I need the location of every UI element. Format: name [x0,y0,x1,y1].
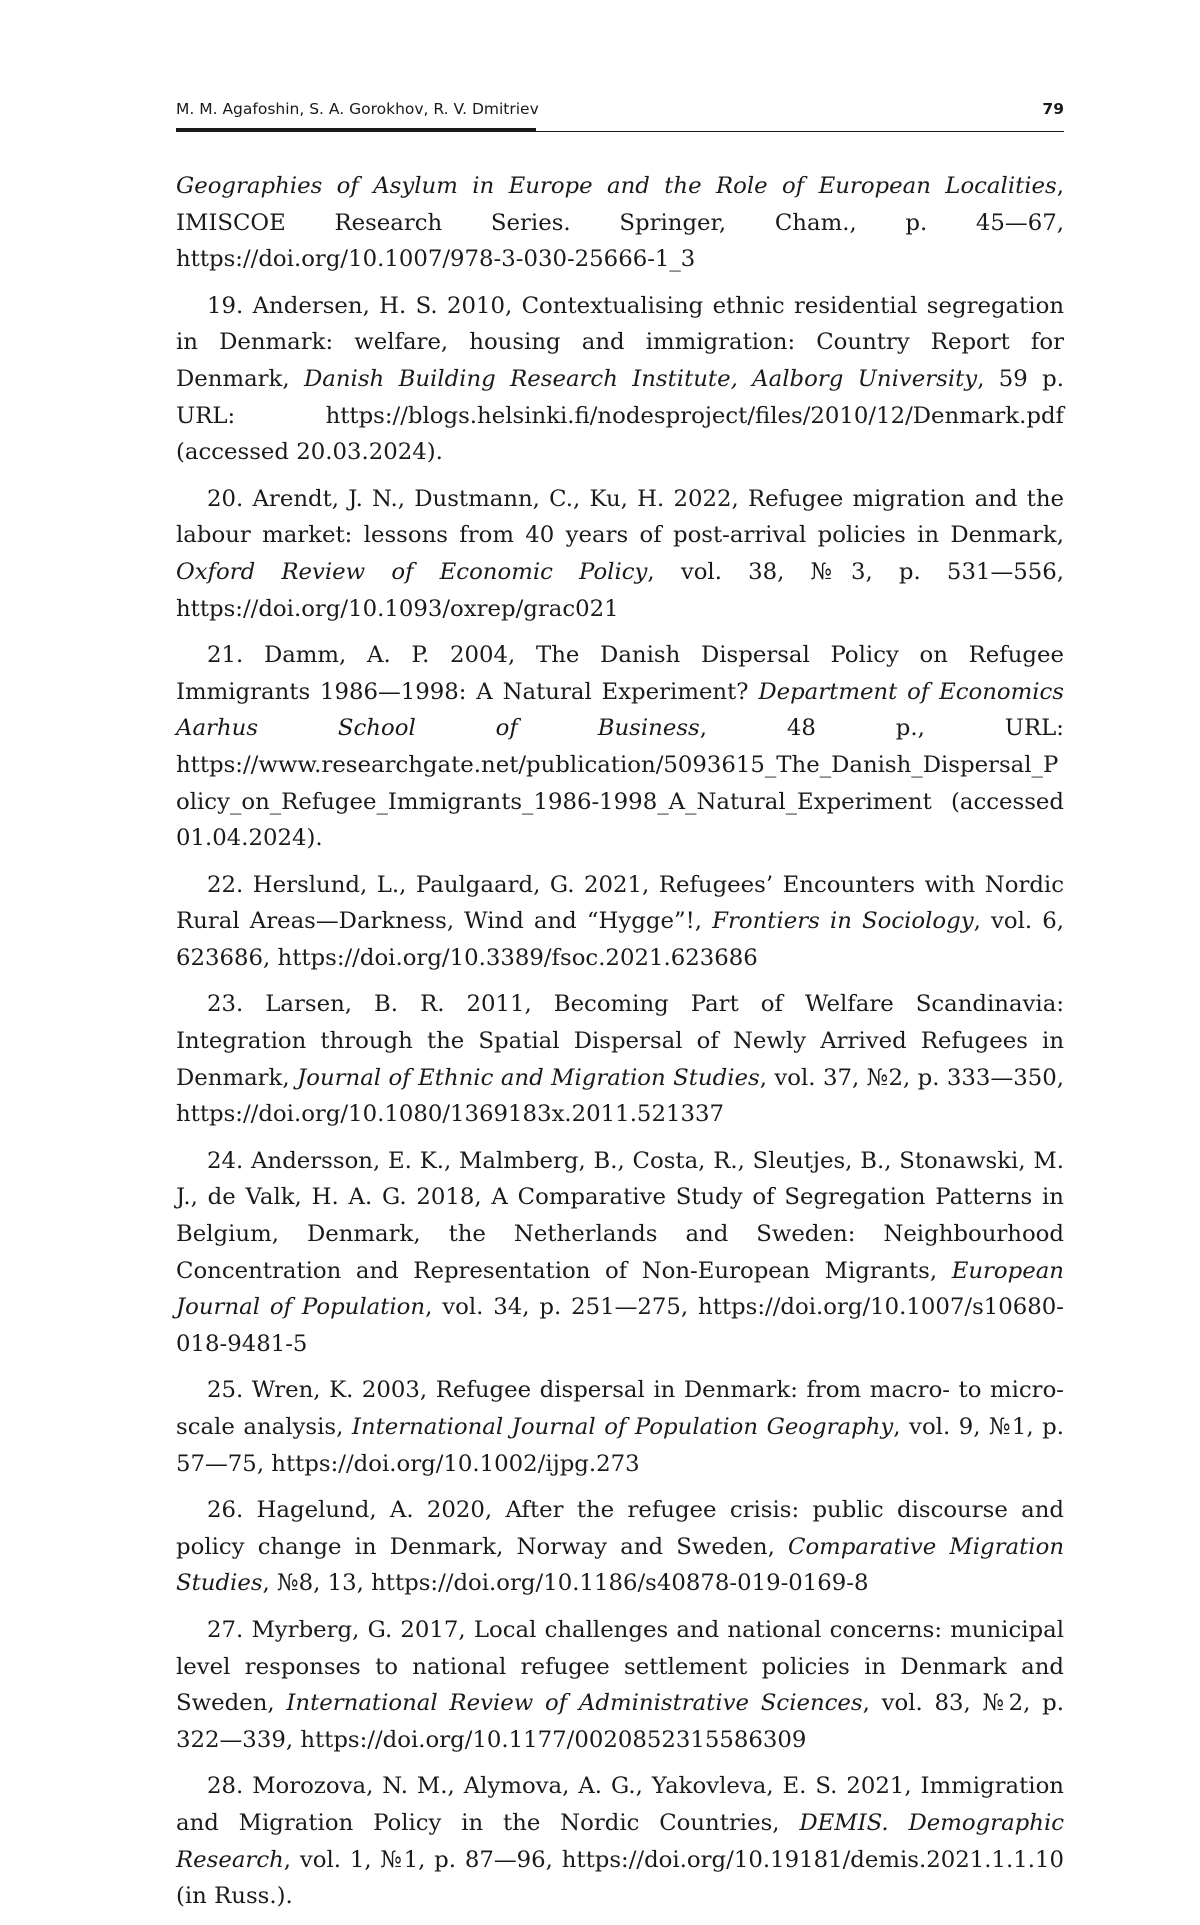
reference-source: Department of Economics Aarhus School of Business [176,678,1064,742]
reference-pre: 23. Larsen, B. R. 2011, Becoming Part of Welfare Scandinavia: Integration through the Spatial Dispersal of Newly Arrived Refugees in Denmark, [176,991,1064,1091]
reference-source: Journal of Ethnic and Migration Studies [297,1064,760,1091]
reference-source: Comparative Migration Studies [176,1533,1064,1597]
reference-19 [176,288,1064,471]
reference-pre: 24. Andersson, E. K., Malmberg, B., Costa, R., Sleutjes, B., Stonawski, M. J., de Valk, H. A. G. 2018, A Comparative Study of Segregation Patterns in Belgium, Denmark, the Netherlands and Sweden: Neighbourhood Concentration and Representation of Non-European Migrants, [176,1147,1064,1284]
reference-26 [176,1492,1064,1602]
reference-post: , vol. 37, №2, p. 333—350, https://doi.org/10.1080/1369183x.2011.521337 [176,1064,1064,1128]
reference-24 [176,1143,1064,1363]
reference-pre: 22. Herslund, L., Paulgaard, G. 2021, Refugees’ Encounters with Nordic Rural Areas—Darkness, Wind and “Hygge”!, [176,871,1064,935]
reference-pre: 19. Andersen, H. S. 2010, Contextualising ethnic residential segregation in Denmark: welfare, housing and immigration: Country Report for Denmark, [176,292,1064,392]
reference-post: , vol. 6, 623686, https://doi.org/10.3389/fsoc.2021.623686 [176,908,1064,971]
reference-28 [176,1768,1064,1914]
reference-post: , vol. 83, №2, p. 322—339, https://doi.org/10.1177/0020852315586309 [176,1690,1064,1753]
reference-pre: 21. Damm, A. P. 2004, The Danish Dispersal Policy on Refugee Immigrants 1986—1998: A Natural Experiment? [176,642,1064,705]
reference-18-continued [176,168,1064,278]
reference-list [176,168,1064,1925]
header-rule-thin [176,131,1064,132]
reference-22 [176,867,1064,977]
reference-pre: 27. Myrberg, G. 2017, Local challenges and national concerns: municipal level responses to national refugee settlement policies in Denmark and Sweden, [176,1616,1064,1717]
running-header [176,96,1064,122]
reference-post: , vol. 9, №1, p. 57—75, https://doi.org/10.1002/ijpg.273 [176,1414,1065,1477]
reference-post: , 48 p., URL: https://www.researchgate.net/publication/5093615_The_Danish_Dispersal_Policy_on_Refugee_Immigrants_1986-1998_A_Natural_Experiment (accessed 01.04.2024). [176,715,1064,852]
reference-post: , vol. 38, №3, p. 531—556, https://doi.org/10.1093/oxrep/grac021 [176,558,1065,622]
reference-source: International Review of Administrative Sciences [286,1690,863,1717]
reference-27 [176,1612,1064,1758]
reference-post: , №8, 13, https://doi.org/10.1186/s40878-019-0169-8 [262,1570,869,1597]
reference-post: , 59 p. URL: https://blogs.helsinki.fi/nodesproject/files/2010/12/Denmark.pdf (accessed 20.03.2024). [176,365,1064,466]
reference-post: , IMISCOE Research Series. Springer, Cham., p. 45—67, https://doi.org/10.1007/978-3-030-25666-1_3 [176,173,1064,273]
reference-25 [176,1372,1064,1482]
page-number: 79 [1042,100,1064,118]
reference-source: Danish Building Research Institute, Aalborg University [303,365,978,392]
reference-source: International Journal of Population Geography [351,1414,894,1440]
reference-source: Frontiers in Sociology [712,908,974,935]
header-authors: M. M. Agafoshin, S. A. Gorokhov, R. V. Dmitriev [176,100,539,118]
reference-pre: 28. Morozova, N. M., Alymova, A. G., Yakovleva, E. S. 2021, Immigration and Migration Policy in the Nordic Countries, [176,1773,1064,1836]
reference-pre: 20. Arendt, J. N., Dustmann, C., Ku, H. 2022, Refugee migration and the labour market: lessons from 40 years of post-arrival policies in Denmark, [176,485,1064,549]
reference-21 [176,637,1064,857]
reference-post: , vol. 34, p. 251—275, https://doi.org/10.1007/s10680-018-9481-5 [176,1294,1064,1357]
reference-source: Oxford Review of Economic Policy [176,558,648,585]
reference-23 [176,986,1064,1132]
reference-pre: 26. Hagelund, A. 2020, After the refugee crisis: public discourse and policy change in Denmark, Norway and Sweden, [176,1497,1064,1560]
reference-pre: 25. Wren, K. 2003, Refugee dispersal in Denmark: from macro- to micro-scale analysis, [176,1377,1064,1440]
reference-20 [176,481,1064,627]
reference-source: European Journal of Population [176,1257,1064,1321]
reference-source: DEMIS. Demographic Research [176,1809,1064,1873]
reference-source: Geographies of Asylum in Europe and the Role of European Localities [176,173,1057,199]
reference-post: , vol. 1, №1, p. 87—96, https://doi.org/10.19181/demis.2021.1.1.10 (in Russ.). [176,1846,1064,1910]
